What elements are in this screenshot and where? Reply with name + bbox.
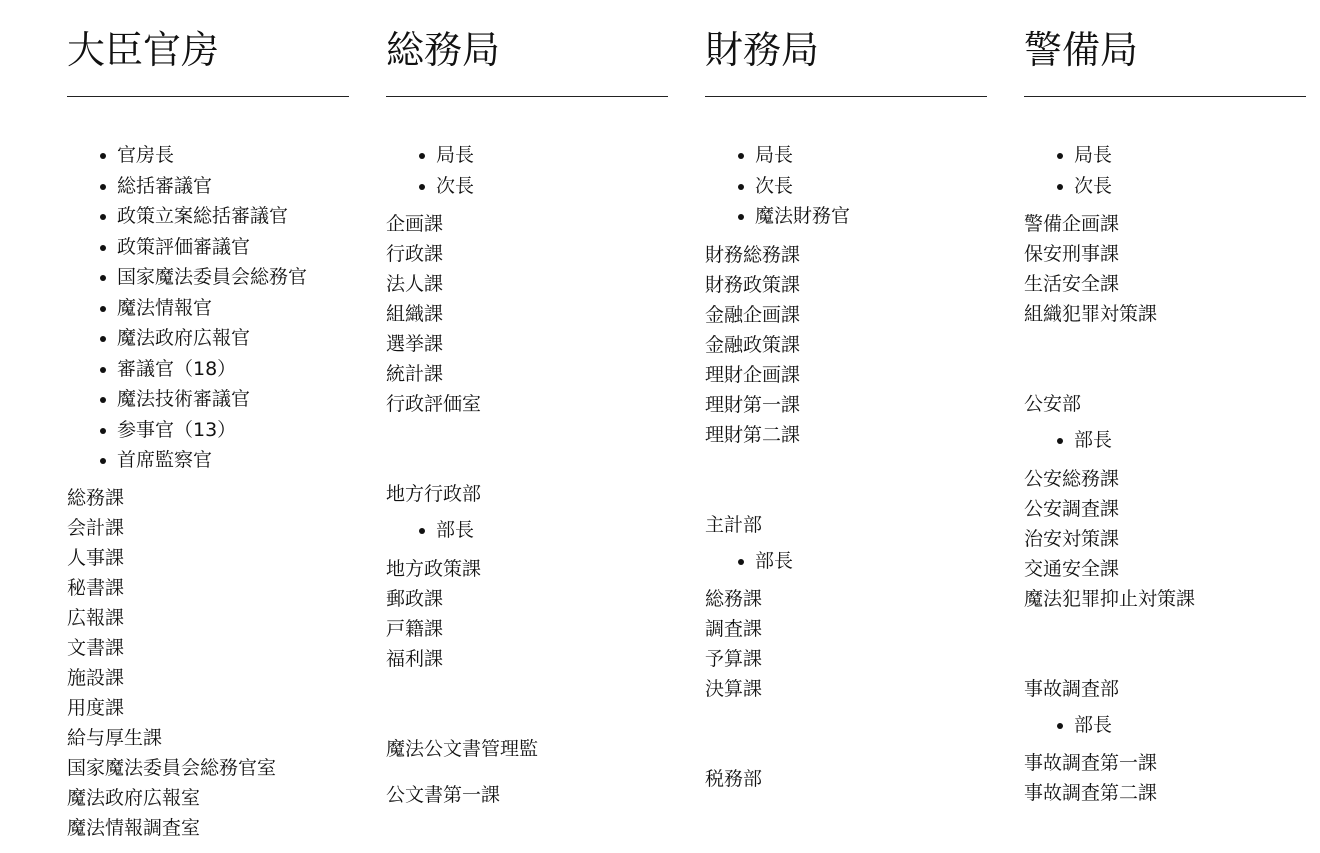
division-item: 文書課 (67, 636, 125, 659)
position-list (1024, 425, 1306, 456)
position-item: 次長 (1024, 171, 1306, 202)
division-item: 郵政課 (386, 587, 444, 610)
position-item: 魔法財務官 (705, 201, 987, 232)
department-title: 地方行政部 (386, 483, 482, 505)
division-item: 組織犯罪対策課 (1024, 303, 1158, 325)
division-item: 予算課 (705, 648, 763, 670)
division-item: 警備企画課 (1024, 213, 1120, 235)
position-item: 魔法情報官 (67, 293, 349, 324)
position-item: 政策立案総括審議官 (67, 201, 349, 232)
division-item: 用度課 (67, 696, 125, 719)
division-item: 理財企画課 (705, 363, 801, 386)
division-item: 事故調査第二課 (1024, 782, 1158, 804)
position-item: 局長 (705, 140, 987, 171)
division-item: 魔法犯罪抑止対策課 (1024, 587, 1196, 610)
division-item: 治安対策課 (1024, 527, 1120, 550)
column-title: 大臣官房 (67, 28, 220, 72)
position-item: 審議官（18） (67, 354, 349, 385)
position-item: 官房長 (67, 140, 349, 171)
position-list (386, 515, 668, 546)
department-title: 事故調査部 (1024, 677, 1120, 700)
division-item: 公文書第一課 (386, 783, 501, 806)
division-list (386, 554, 668, 674)
position-item: 魔法技術審議官 (67, 384, 349, 415)
column-body (386, 140, 668, 810)
division-item: 事故調査第一課 (1024, 752, 1158, 774)
division-item: 給与厚生課 (67, 726, 163, 749)
division-item: 公安総務課 (1024, 467, 1120, 490)
division-list (1024, 748, 1306, 808)
position-item: 国家魔法委員会総務官 (67, 262, 349, 293)
division-item: 行政課 (386, 243, 444, 265)
position-list (705, 546, 987, 577)
position-list (1024, 140, 1306, 201)
department-title: 主計部 (705, 513, 763, 536)
position-item: 次長 (386, 171, 668, 202)
column-security-bureau (1024, 0, 1306, 804)
column-body (1024, 140, 1306, 808)
position-item: 局長 (1024, 140, 1306, 171)
division-item: 金融企画課 (705, 303, 801, 326)
division-list (386, 209, 668, 419)
division-item: 調査課 (705, 618, 763, 640)
division-item: 理財第二課 (705, 423, 801, 446)
division-item: 魔法情報調査室 (67, 816, 201, 839)
position-list (705, 140, 987, 232)
position-item: 参事官（13） (67, 415, 349, 446)
division-item: 組織課 (386, 303, 444, 325)
division-item: 会計課 (67, 516, 125, 539)
position-item: 部長 (705, 546, 987, 577)
divider (386, 96, 668, 97)
position-item: 首席監察官 (67, 445, 349, 476)
division-item: 金融政策課 (705, 333, 801, 356)
divider (705, 96, 987, 97)
division-item: 選挙課 (386, 333, 444, 355)
position-item: 次長 (705, 171, 987, 202)
division-list (386, 780, 668, 810)
division-item: 広報課 (67, 606, 125, 629)
division-item: 生活安全課 (1024, 273, 1120, 295)
divider (1024, 96, 1306, 97)
position-item: 魔法政府広報官 (67, 323, 349, 354)
department-title: 税務部 (705, 768, 763, 790)
division-list (1024, 209, 1306, 329)
position-item: 部長 (1024, 710, 1306, 741)
division-item: 統計課 (386, 363, 444, 385)
division-item: 人事課 (67, 546, 125, 569)
division-item: 国家魔法委員会総務官室 (67, 756, 277, 779)
position-item: 部長 (1024, 425, 1306, 456)
column-body (67, 140, 349, 843)
division-item: 決算課 (705, 678, 763, 700)
divider (67, 96, 349, 97)
column-title: 警備局 (1024, 28, 1139, 72)
division-item: 地方政策課 (386, 557, 482, 580)
division-item: 総務課 (705, 588, 763, 610)
position-list (1024, 710, 1306, 741)
column-cabinet-secretariat (67, 0, 349, 839)
division-item: 企画課 (386, 213, 444, 235)
division-item: 魔法政府広報室 (67, 786, 201, 809)
division-item: 戸籍課 (386, 617, 444, 640)
division-item: 行政評価室 (386, 393, 482, 415)
division-list (705, 240, 987, 450)
division-item: 福利課 (386, 647, 444, 670)
department-title: 公安部 (1024, 393, 1082, 415)
position-list (386, 140, 668, 201)
division-item: 公安調査課 (1024, 497, 1120, 520)
division-item: 総務課 (67, 486, 125, 509)
division-list (67, 483, 349, 843)
division-list (705, 584, 987, 704)
position-item: 総括審議官 (67, 171, 349, 202)
division-item: 法人課 (386, 273, 444, 295)
column-title: 財務局 (705, 28, 820, 72)
column-body (705, 140, 987, 794)
division-item: 保安刑事課 (1024, 243, 1120, 265)
division-item: 財務総務課 (705, 243, 801, 266)
division-item: 施設課 (67, 666, 125, 689)
position-item: 政策評価審議官 (67, 232, 349, 263)
division-item: 理財第一課 (705, 393, 801, 416)
position-list (67, 140, 349, 476)
division-item: 交通安全課 (1024, 557, 1120, 580)
position-item: 部長 (386, 515, 668, 546)
position-item: 局長 (386, 140, 668, 171)
division-list (1024, 464, 1306, 614)
column-general-affairs-bureau (386, 0, 668, 806)
department-title: 魔法公文書管理監 (386, 737, 539, 760)
division-item: 財務政策課 (705, 273, 801, 296)
division-item: 秘書課 (67, 576, 125, 599)
column-finance-bureau (705, 0, 987, 790)
column-title: 総務局 (386, 28, 501, 72)
